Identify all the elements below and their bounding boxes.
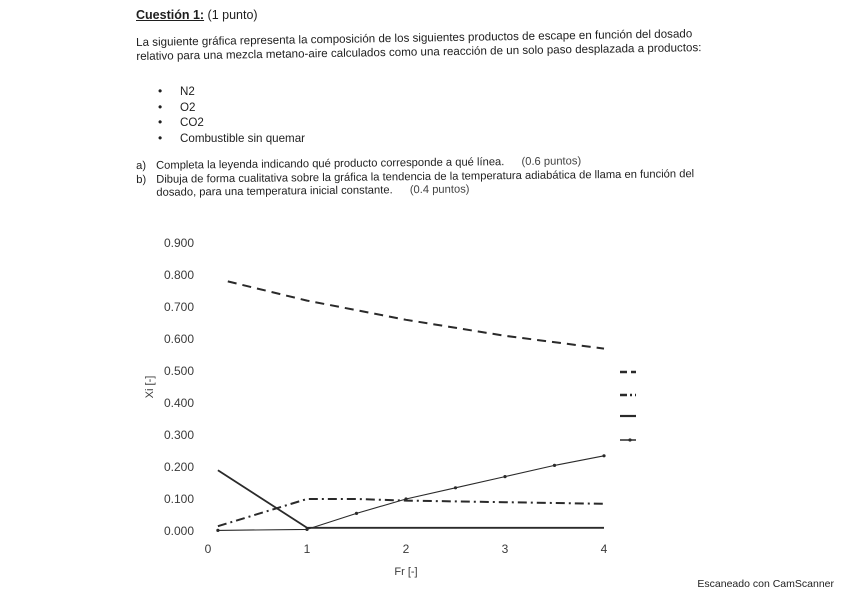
y-tick-label: 0.800 [163,268,194,282]
x-axis-label: Fr [-] [394,566,418,578]
series-line-marked [218,456,604,531]
y-tick-label: 0.200 [163,460,194,474]
question-title: Cuestión 1: [136,8,205,22]
task-text: Dibuja de forma cualitativa sobre la gráfica la tendencia de la temperatura adiabática de llama en función del dosado, para una temperatura inicial constante. [156,167,695,199]
scanner-watermark: Escaneado con CamScanner [697,578,834,590]
data-point-marker [355,512,358,515]
data-point-marker [404,497,407,500]
x-tick-label: 1 [303,542,311,556]
y-tick-label: 0.600 [163,332,194,346]
legend-sample-marker [628,438,631,441]
series-line-solid [218,470,604,528]
series-line-dash-dot [218,499,604,526]
task-text: Completa la leyenda indicando qué producto corresponde a qué línea. [155,156,505,172]
series-line-dashed [228,281,604,348]
task-points: (0.4 puntos) [409,183,470,197]
y-tick-label: 0.700 [163,300,194,314]
data-point-marker [454,486,457,489]
x-tick-label: 4 [600,542,608,556]
x-tick-label: 3 [501,542,509,556]
data-point-marker [553,464,556,467]
y-tick-label: 0.900 [163,236,194,250]
task-letter: b) [136,173,147,186]
data-point-marker [216,529,219,532]
question-points: (1 punto) [207,8,258,22]
list-item: • N2 [158,84,305,100]
y-tick-label: 0.300 [163,428,194,442]
x-tick-label: 0 [204,542,212,556]
list-item: • CO2 [158,115,305,131]
y-axis-label: Xi [-] [144,375,156,399]
y-tick-label: 0.000 [163,524,194,538]
x-tick-label: 2 [402,542,410,556]
data-point-marker [503,475,506,478]
data-point-marker [305,528,308,531]
list-item: • O2 [158,100,305,116]
y-tick-label: 0.400 [163,396,194,410]
task-letter: a) [136,159,147,172]
list-item: • Combustible sin quemar [158,131,305,147]
question-intro: La siguiente gráfica representa la composición de los siguientes productos de escape en función del dosado relativo para una mezcla metano-aire calculados como una reacción de un solo paso desplazada a productos: [136,27,702,63]
y-tick-label: 0.500 [163,364,194,378]
task-points: (0.6 puntos) [521,155,582,168]
y-tick-label: 0.100 [163,492,194,506]
data-point-marker [602,454,605,457]
